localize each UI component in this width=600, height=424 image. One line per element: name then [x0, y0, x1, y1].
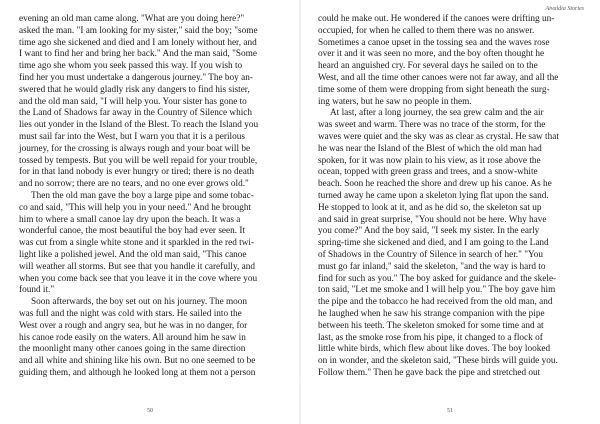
text-line: and no sorrow; there are no tears, and no one ever grows old." — [19, 179, 249, 190]
text-line: lies out yonder in the Island of the Blest. To reach the Island you — [19, 120, 259, 131]
paragraph-start-line: At last, after a long journey, the sea grew calm and the air — [330, 108, 544, 119]
text-line: co and said, "This will help you in your need." And he brought — [19, 202, 252, 213]
text-line: and all white and shining like his own. But no one seemed to be — [19, 356, 256, 367]
text-line: of Shadows in the Country of Silence in search of her." "You — [318, 249, 543, 260]
paragraph-start-line: Then the old man gave the boy a large pipe and some tobac- — [31, 190, 254, 201]
text-line: was sweet and warm. There was no trace of the storm, for the — [318, 120, 546, 131]
running-head: Aivaldia Stories — [545, 6, 584, 12]
page-number-left: 50 — [147, 408, 153, 414]
text-line: over it and it was seen no more, and the boy often thought he — [318, 49, 545, 60]
text-line: swered that he would gladly risk any dangers to find his sister, — [19, 84, 250, 95]
right-page-text — [318, 14, 584, 380]
text-line: was full and the night was cold with stars. He sailed into the — [19, 308, 242, 319]
text-line: him to where a small canoe lay dry upon the beach. It was a — [19, 214, 241, 225]
text-line: I want to find her and bring her back." And the man said, "Some — [19, 49, 257, 60]
text-line: waves were quiet and the sky was as clear as crystal. He saw that — [318, 131, 559, 142]
text-line: when you come back see that you leave it in the cove where you — [19, 273, 258, 284]
text-line: was cut from a single white stone and it sparkled in the red twi- — [19, 238, 255, 249]
text-line: find her you must undertake a dangerous journey." The boy an- — [19, 72, 253, 83]
text-line: and the old man said, "I will help you. Your sister has gone to — [19, 96, 247, 107]
text-line: evening an old man came along. "What are you doing here?" — [19, 14, 245, 24]
text-line: West over a rough and angry sea, but he was in no danger, for — [19, 320, 248, 331]
text-line: ocean, topped with green grass and trees, and a snow-white — [318, 167, 538, 178]
paragraph-start-line: Soon afterwards, the boy set out on his journey. The moon — [31, 297, 248, 308]
text-line: turned away he came upon a skeleton lying flat upon the sand. — [318, 190, 549, 201]
page-number-right: 51 — [447, 408, 453, 414]
text-line: the moonlight many other canoes going in the same direction — [19, 344, 246, 355]
text-line: ing waters, but he saw no people in them. — [318, 96, 472, 107]
text-line: he laughed when he saw his strange companion with the pipe — [318, 308, 545, 319]
text-line: asked the man. "I am looking for my sister," said the boy; "some — [19, 25, 258, 36]
text-line: heard an anguished cry. For several days he sailed on to the — [318, 61, 538, 72]
right-page — [300, 0, 600, 424]
text-line: time ago she whom you seek passed this way. If you wish to — [19, 61, 243, 72]
text-line: guiding them, and although he looked long at them not a person — [19, 367, 256, 378]
text-line: beach. Soon he reached the shore and drew up his canoe. As he — [318, 179, 552, 190]
text-line: Follow them." Then he gave back the pipe and stretched out — [318, 367, 541, 378]
text-line: light like a polished jewel. And the old man said, "This canoe — [19, 249, 247, 260]
text-line: wonderful canoe, the most beautiful the boy had ever seen. It — [19, 226, 246, 237]
text-line: tossed by tempests. But you will be well repaid for your trouble, — [19, 155, 258, 166]
text-line: must go far inland," said the skeleton, "and the way is hard to — [318, 261, 546, 272]
text-line: little white birds, which flew about like doves. The boy looked — [318, 344, 551, 355]
text-line: the pipe and the tobacco he had received from the old man, and — [318, 297, 553, 308]
text-line: his canoe rode easily on the waters. All around him he saw in — [19, 332, 246, 343]
text-line: journey, for the crossing is always rough and your boat will be — [19, 143, 251, 154]
text-line: the Land of Shadows far away in the Country of Silence which — [19, 108, 252, 119]
text-line: on in wonder, and the skeleton said, "These birds will guide you. — [318, 356, 558, 367]
left-page-text — [19, 14, 281, 380]
text-line: ton said, "Let me smoke and I will help you." The boy gave him — [318, 285, 556, 296]
text-line: will weather all storms. But see that you handle it carefully, and — [19, 261, 255, 272]
text-line: Sometimes a canoe upset in the tossing sea and the waves rose — [318, 37, 550, 48]
text-line: you come?" And the boy said, "I seek my sister. In the early — [318, 226, 540, 237]
text-line: West, and all the time other canoes were not far away, and all the — [318, 72, 559, 83]
text-line: He stopped to look at it, and as he did so, the skeleton sat up — [318, 202, 542, 213]
text-line: occupied, for when he called to them there was no answer. — [318, 25, 535, 36]
text-line: for in that land nobody is ever hungry or tired; there is no death — [19, 167, 255, 178]
text-line: last, as the smoke rose from his pipe, it changed to a flock of — [318, 332, 543, 343]
text-line: time some of them were dropping from sight beneath the surg- — [318, 84, 550, 95]
text-line: between his teeth. The skeleton smoked for some time and at — [318, 320, 544, 331]
text-line: must sail far into the West, but I warn you that it is a perilous — [19, 131, 245, 142]
text-line: he was near the Island of the Blest of which the old man had — [318, 143, 542, 154]
text-line: could he make out. He wondered if the canoes were drifting un- — [318, 14, 555, 24]
text-line: spring-time she sickened and died, and I am going to the Land — [318, 238, 549, 249]
text-line: and said in great surprise, "You should not be here. Why have — [318, 214, 547, 225]
text-line: spoken, for it was now plain to his view, as it rose above the — [318, 155, 541, 166]
text-line: time ago she sickened and died and I am lonely without her, and — [19, 37, 257, 48]
text-line: find for such as you." The boy asked for guidance and the skele- — [318, 273, 557, 284]
text-line: found it." — [19, 285, 55, 296]
